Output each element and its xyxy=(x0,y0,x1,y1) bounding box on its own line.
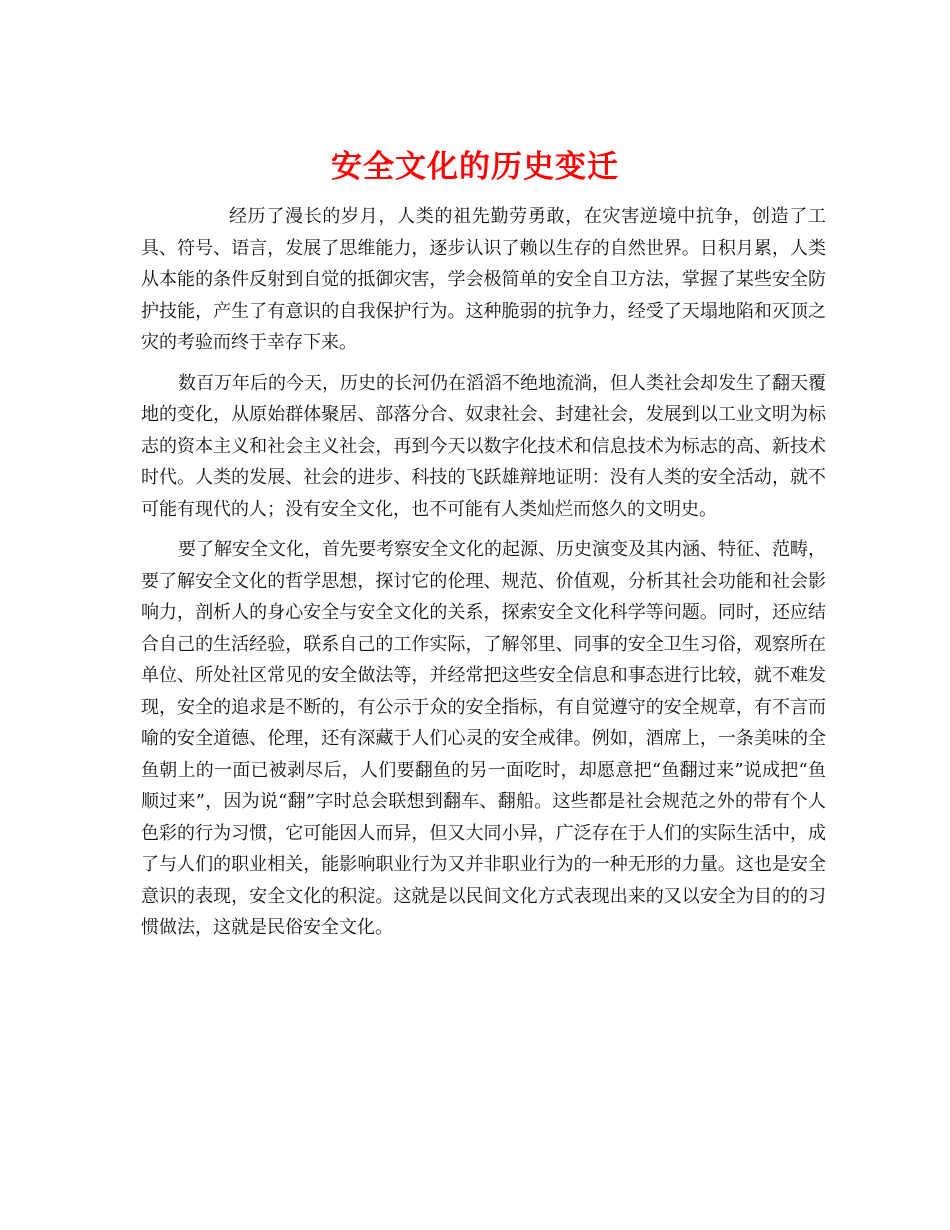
paragraph-1: 经历了漫长的岁月，人类的祖先勤劳勇敢，在灾害逆境中抗争，创造了工具、符号、语言，发展了思维能力，逐步认识了赖以生存的自然世界。日积月累，人类从本能的条件反射到自觉的抵御灾害，学会极简单的安全自卫方法，掌握了某些安全防护技能，产生了有意识的自我保护行为。这种脆弱的抗争力，经受了天塌地陷和灭顶之灾的考验而终于幸存下来。 xyxy=(141,206,826,353)
document-title: 安全文化的历史变迁 xyxy=(331,148,619,185)
document-body xyxy=(141,201,826,953)
paragraph-2: 数百万年后的今天，历史的长河仍在滔滔不绝地流淌，但人类社会却发生了翻天覆地的变化，从原始群体聚居、部落分合、奴隶社会、封建社会，发展到以工业文明为标志的资本主义和社会主义社会，再到今天以数字化技术和信息技术为标志的高、新技术时代。人类的发展、社会的进步、科技的飞跃雄辩地证明：没有人类的安全活动，就不可能有现代的人；没有安全文化，也不可能有人类灿烂而悠久的文明史。 xyxy=(141,372,826,520)
paragraph-3: 要了解安全文化，首先要考察安全文化的起源、历史演变及其内涵、特征、范畴，要了解安全文化的哲学思想，探讨它的伦理、规范、价值观，分析其社会功能和社会影响力，剖析人的身心安全与安全文化的关系，探索安全文化科学等问题。同时，还应结合自己的生活经验，联系自己的工作实际，了解邻里、同事的安全卫生习俗，观察所在单位、所处社区常见的安全做法等，并经常把这些安全信息和事态进行比较，就不难发现，安全的追求是不断的，有公示于众的安全指标，有自觉遵守的安全规章，有不言而喻的安全道德、伦理，还有深藏于人们心灵的安全戒律。例如，酒席上，一条美味的全鱼朝上的一面已被剥尽后，人们要翻鱼的另一面吃时，却愿意把“鱼翻过来”说成把“鱼顺过来”，因为说“翻”字时总会联想到翻车、翻船。这些都是社会规范之外的带有个人色彩的行为习惯，它可能因人而异，但又大同小异，广泛存在于人们的实际生活中，成了与人们的职业相关，能影响职业行为又并非职业行为的一种无形的力量。这也是安全意识的表现，安全文化的积淀。这就是以民间文化方式表现出来的又以安全为目的的习惯做法，这就是民俗安全文化。 xyxy=(141,539,826,938)
